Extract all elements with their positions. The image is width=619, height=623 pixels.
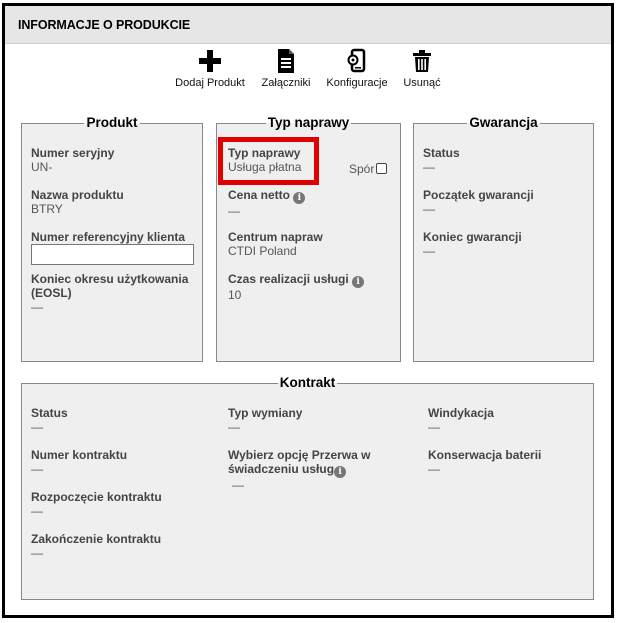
service-time-value: 10	[228, 288, 242, 302]
collection-value: —	[428, 420, 440, 434]
contract-status-field	[31, 406, 211, 434]
contract-start-label: Rozpoczęcie kontraktu	[31, 490, 162, 504]
trash-icon	[412, 48, 432, 74]
eosl-label: Koniec okresu użytkowania (EOSL)	[31, 272, 189, 300]
phone-settings-icon	[346, 48, 368, 74]
plus-icon	[197, 48, 223, 74]
customer-reference-field	[31, 230, 201, 244]
attachments-label: Załączniki	[261, 77, 311, 89]
contract-number-value: —	[31, 462, 43, 476]
info-icon[interactable]: i	[352, 276, 364, 288]
contract-status-value: —	[31, 420, 43, 434]
collection-label: Windykacja	[428, 406, 494, 420]
add-product-label: Dodaj Produkt	[175, 77, 245, 89]
eosl-value: —	[31, 300, 43, 314]
produkt-legend: Produkt	[86, 115, 138, 130]
warranty-start-label: Początek gwarancji	[423, 188, 534, 202]
customer-reference-label: Numer referencyjny klienta	[31, 230, 186, 244]
dispute-field	[349, 160, 387, 178]
info-icon[interactable]: i	[334, 466, 346, 478]
dispute-label: Spór	[349, 162, 375, 176]
document-icon	[276, 48, 296, 74]
repair-center-label: Centrum napraw	[228, 230, 323, 244]
panel-title: INFORMACJE O PRODUKCIE	[18, 18, 191, 32]
product-name-value: BTRY	[31, 202, 63, 216]
contract-start-value: —	[31, 504, 43, 518]
attachments-button[interactable]	[258, 48, 314, 89]
add-product-button[interactable]	[175, 48, 245, 89]
warranty-status-field	[423, 146, 588, 174]
net-price-field	[228, 188, 393, 218]
gwarancja-legend: Gwarancja	[469, 115, 538, 130]
contract-end-value: —	[31, 546, 43, 560]
delete-button[interactable]	[400, 48, 444, 89]
exchange-type-label: Typ wymiany	[228, 406, 303, 420]
configuration-label: Konfiguracje	[326, 77, 388, 89]
repair-type-value: Usługa płatna	[228, 160, 302, 174]
warranty-end-label: Koniec gwarancji	[423, 230, 522, 244]
product-name-field	[31, 188, 196, 216]
product-name-label: Nazwa produktu	[31, 188, 124, 202]
net-price-label: Cena netto	[228, 188, 291, 202]
serial-number-value: UN-	[31, 160, 53, 174]
customer-reference-input[interactable]	[31, 244, 194, 265]
warranty-end-field	[423, 230, 588, 258]
configuration-button[interactable]	[324, 48, 390, 89]
contract-status-label: Status	[31, 406, 68, 420]
contract-start-field	[31, 490, 211, 518]
panel-header	[5, 6, 611, 44]
service-break-label: Wybierz opcję Przerwa w świadczeniu usług	[228, 448, 371, 476]
repair-center-field	[228, 230, 393, 258]
serial-number-label: Numer seryjny	[31, 146, 115, 160]
info-icon[interactable]: i	[293, 192, 305, 204]
service-break-value: —	[232, 478, 244, 492]
contract-number-label: Numer kontraktu	[31, 448, 128, 462]
net-price-value: —	[228, 204, 240, 218]
exchange-type-value: —	[228, 420, 240, 434]
warranty-start-field	[423, 188, 588, 216]
warranty-end-value: —	[423, 244, 435, 258]
service-time-label: Czas realizacji usługi	[228, 272, 349, 286]
warranty-status-label: Status	[423, 146, 460, 160]
warranty-status-value: —	[423, 160, 435, 174]
battery-maintenance-label: Konserwacja baterii	[428, 448, 542, 462]
contract-end-label: Zakończenie kontraktu	[31, 532, 162, 546]
warranty-start-value: —	[423, 202, 435, 216]
contract-number-field	[31, 448, 211, 476]
repair-type-label: Typ naprawy	[228, 146, 301, 160]
exchange-type-field	[228, 406, 408, 434]
repair-type-highlight	[218, 137, 319, 185]
delete-label: Usunąć	[403, 77, 441, 89]
kontrakt-legend: Kontrakt	[279, 375, 336, 390]
collection-field	[428, 406, 588, 434]
battery-maintenance-field	[428, 448, 588, 476]
contract-end-field	[31, 532, 211, 560]
typ-naprawy-legend: Typ naprawy	[267, 115, 350, 130]
serial-number-field	[31, 146, 196, 174]
repair-center-value: CTDI Poland	[228, 244, 297, 258]
service-break-field	[228, 448, 388, 492]
dispute-checkbox[interactable]	[376, 163, 387, 174]
eosl-field	[31, 272, 199, 314]
service-time-field	[228, 272, 398, 302]
battery-maintenance-value: —	[428, 462, 440, 476]
